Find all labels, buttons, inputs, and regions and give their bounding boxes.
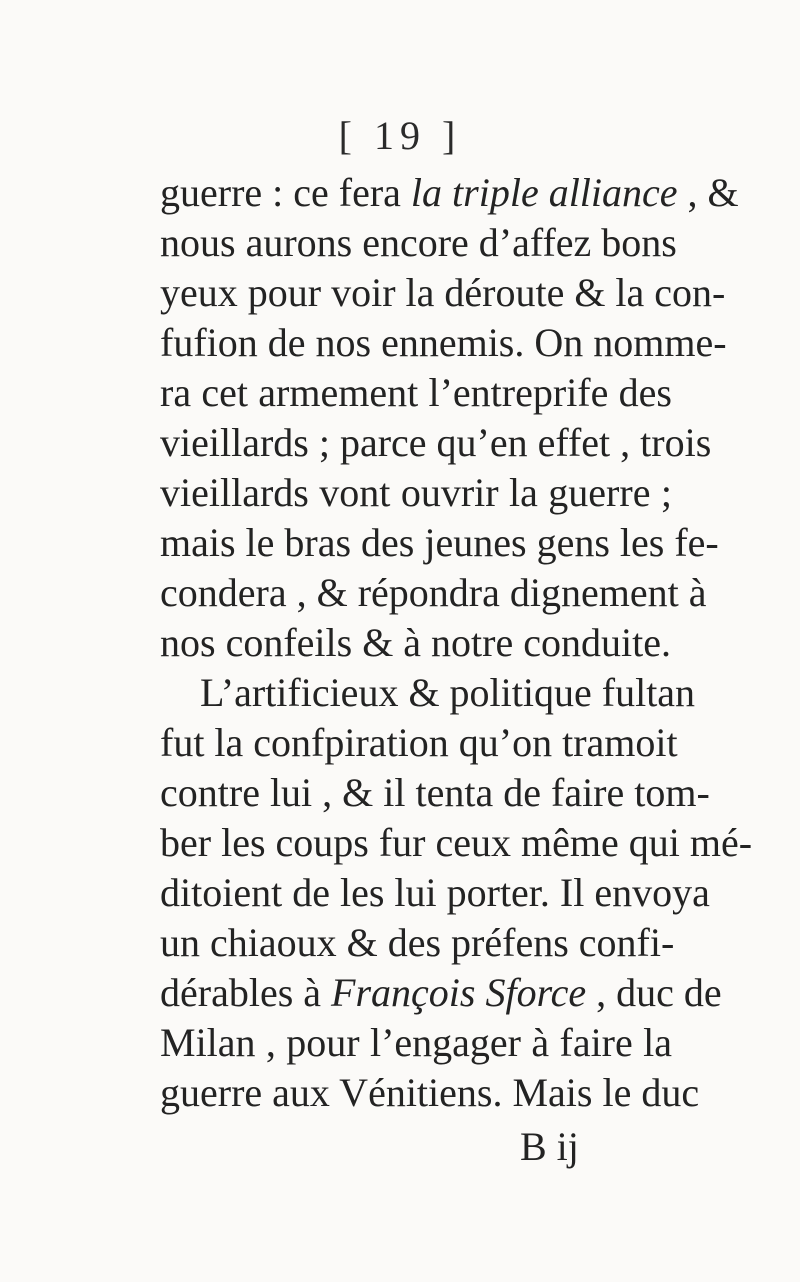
text-line: L’artificieux & politique fultan [200,670,696,715]
text-line: ditoient de les lui porter. Il envoya [160,870,710,915]
signature-mark: B ij [520,1124,579,1169]
text-line: un chiaoux & des préfens confi- [160,920,675,965]
text-line: ber les coups fur ceux même qui mé- [160,820,753,865]
text-line: fut la confpiration qu’on tramoit [160,720,678,765]
text-line: dérables à François Sforce , duc de [160,970,722,1015]
text-line: mais le bras des jeunes gens les fe- [160,520,719,565]
text-line: vieillards vont ouvrir la guerre ; [160,470,672,515]
text-line: guerre : ce fera la triple alliance , & [160,170,739,215]
text-line: condera , & répondra dignement à [160,570,707,615]
text-line: guerre aux Vénitiens. Mais le duc [160,1070,700,1115]
text-line: ra cet armement l’entreprife des [160,370,672,415]
text-line: contre lui , & il tenta de faire tom- [160,770,710,815]
text-line: yeux pour voir la déroute & la con- [160,270,726,315]
text-line: vieillards ; parce qu’en effet , trois [160,420,712,465]
page-number-header: [ 19 ] [338,113,462,158]
text-line: nos confeils & à notre conduite. [160,620,671,665]
text-line: fufion de nos ennemis. On nomme- [160,320,727,365]
text-line: nous aurons encore d’affez bons [160,220,677,265]
text-line: Milan , pour l’engager à faire la [160,1020,672,1065]
